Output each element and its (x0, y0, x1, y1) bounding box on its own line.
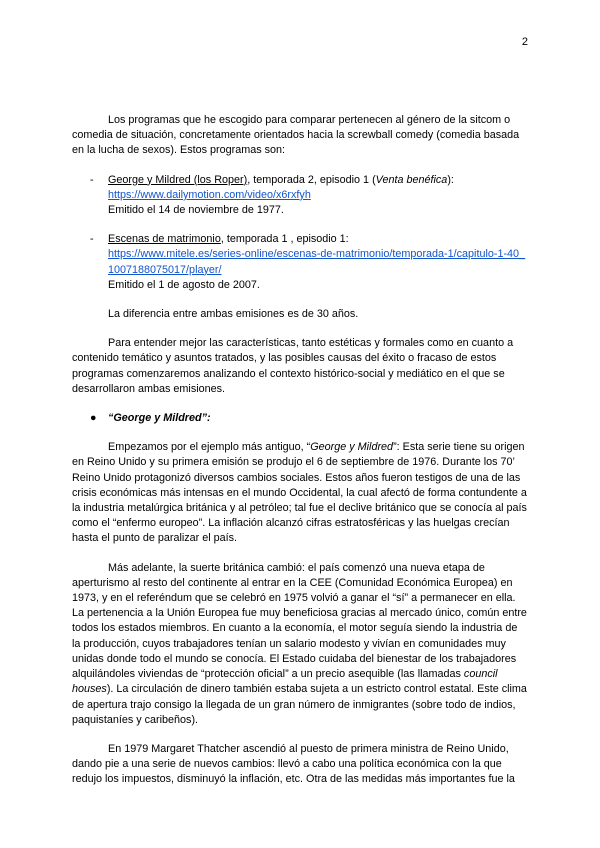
text-run: Más adelante, la suerte británica cambió: el país comenzó una nueva etapa de aperturismo al resto del continente al entrar en la CEE (Comunidad Económica Europea) en 1973, y en el referéndum que se celebró en 1975 volvió a ganar el “sí” a permanecer en ella. La pertenencia a la Unión Europea fue muy beneficiosa gracias al mercado único, común entre todos los estados miembros. En cuanto a la economía, el motor seguía siendo la industria de la producción, cuyos trabajadores tenían un salario modesto y vivían en comunidades muy unidas donde todo el mundo se conocía. El Estado cuidaba del bienestar de los trabajadores alquilándoles viviendas de “protección oficial” a un precio asequible (las llamadas (72, 561, 527, 681)
text-run: ”: Esta serie tiene su origen en Reino Unido y su primera emisión se produjo el 6 de septiembre de 1976. Durante los 70’ Reino Unido protagonizó diversos cambios sociales. Estos años fueron testigos de una de las crisis económicas más intensas en el mundo Occidental, la cual afectó de forma contundente a la industria metalúrgica británica y al petróleo; tal fue el declive británico que se conocía al país como el “enfermo europeo”. La inflación alcanzó cifras estratosféricas y las huelgas crecían hasta el punto de paralizar el país. (72, 441, 527, 545)
program-list (72, 173, 528, 293)
page-number: 2 (521, 36, 528, 48)
section-heading (72, 411, 528, 426)
text-run: Empezamos por el ejemplo más antiguo, “ (108, 441, 311, 454)
program-title: George y Mildred (los Roper) (108, 173, 248, 186)
body-paragraph (72, 440, 528, 546)
body-paragraph (72, 561, 528, 728)
program-info: , temporada 1 , episodio 1: (220, 233, 349, 246)
body-paragraph: En 1979 Margaret Thatcher ascendió al puesto de primera ministra de Reino Unido, dando pie a una serie de nuevos cambios: llevó a cabo una política económica con la que redujo los impuestos, disminuyó la inflación, etc. Otra de las medidas más importantes fue la (72, 742, 515, 786)
list-item (72, 232, 528, 293)
air-date: Emitido el 14 de noviembre de 1977. (108, 204, 284, 217)
program-title: Escenas de matrimonio (108, 233, 221, 246)
difference-note: La diferencia entre ambas emisiones es de 30 años. (108, 308, 359, 321)
context-paragraph: Para entender mejor las características, tanto estéticas y formales como en cuanto a contenido temático y asuntos tratados, y las posibles causas del éxito o fracaso de estos programas comenzaremos analizando el contexto histórico-social y mediático en el que se desarrollaron ambas emisiones. (72, 337, 514, 395)
list-dash: - (90, 173, 94, 186)
document-body (72, 113, 528, 802)
section-title: “George y Mildred”: (108, 412, 211, 425)
program-link[interactable]: https://www.mitele.es/series-online/escenas-de-matrimonio/temporada-1/capitulo-1-40_1007188075017/player/ (108, 248, 526, 276)
air-date: Emitido el 1 de agosto de 2007. (108, 278, 260, 291)
program-link[interactable]: https://www.dailymotion.com/video/x6rxfyh (108, 188, 311, 201)
episode-title: Venta benéfica (375, 173, 448, 186)
list-item (72, 173, 528, 219)
text-run: ). La circulación de dinero también estaba sujeta a un estricto control estatal. Este clima de apertura trajo consigo la llegada de un gran número de inmigrantes (sobre todo de indios, paquistaníes y caribeños). (72, 683, 527, 726)
council-houses-term: council houses (72, 668, 498, 696)
intro-paragraph: Los programas que he escogido para comparar pertenecen al género de la sitcom o comedia de situación, concretamente orientados hacia la screwball comedy (comedia basada en la lucha de sexos). Estos programas son: (72, 114, 520, 157)
program-info: , temporada 2, episodio 1 ( (247, 173, 376, 186)
bullet-icon: ● (90, 412, 97, 425)
program-info-end: ): (447, 173, 454, 186)
series-name: George y Mildred (310, 441, 394, 454)
list-dash: - (90, 233, 94, 246)
